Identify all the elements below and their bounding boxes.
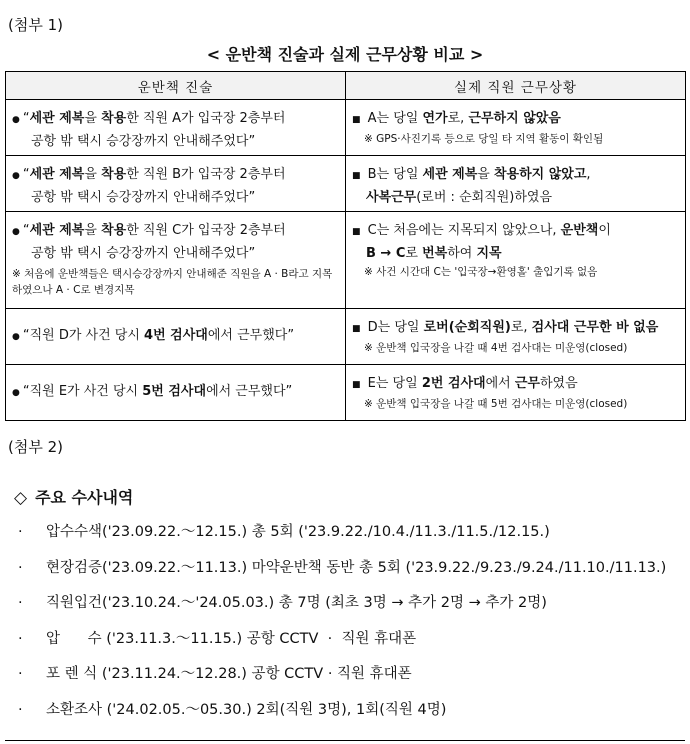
investigation-list [18,522,666,735]
list-item: · 소환조사 ('24.02.05.～05.30.) 2회(직원 3명), 1회(직원 4명) [18,701,447,718]
list-item: · 직원입건('23.10.24.～'24.05.03.) 총 7명 (최초 3명 → 추가 2명 → 추가 2명) [18,595,547,611]
list-item: · 포 렌 식 ('23.11.24.～12.28.) 공항 CCTV · 직원 휴대폰 [18,666,412,682]
actual-cell: ■ B는 당일 세관 제복을 착용하지 않았고, 사복근무(로버 : 순회직원)하였음 [346,156,686,212]
actual-cell: ■ E는 당일 2번 검사대에서 근무하였음 ※ 운반책 입국장을 나갈 때 5번 검사대는 미운영(closed) [346,365,686,421]
statement-cell: ● “세관 제복을 착용한 직원 A가 입국장 2층부터 공항 밖 택시 승강장까지 안내해주었다” [6,100,346,156]
statement-cell: ● “직원 D가 사건 당시 4번 검사대에서 근무했다” [6,309,346,365]
bullet-icon: ● [12,332,20,342]
bullet-icon: ● [12,388,20,398]
header-statement: 운반책 진술 [6,72,346,100]
note: ※ 처음에 운반책들은 택시승강장까지 안내해준 직원을 A · B라고 지목하였으나 A · C로 변경지목 [12,268,333,296]
list-item: · 압 수 ('23.11.3.～11.15.) 공항 CCTV · 직원 휴대폰 [18,630,417,647]
square-bullet-icon: ■ [352,227,361,237]
statement-cell: ● “세관 제복을 착용한 직원 B가 입국장 2층부터 공항 밖 택시 승강장까지 안내해주었다” [6,156,346,212]
bullet-icon: · [18,559,23,576]
square-bullet-icon: ■ [352,115,361,125]
bullet-icon: · [18,630,23,647]
header-actual: 실제 직원 근무상황 [346,72,686,100]
statement-cell: ● “직원 E가 사건 당시 5번 검사대에서 근무했다” [6,365,346,421]
diamond-icon: ◇ [14,488,28,508]
table-row [6,212,686,309]
attachment-1-label: (첨부 1) [8,16,63,34]
actual-cell: ■ A는 당일 연가로, 근무하지 않았음 ※ GPS·사진기록 등으로 당일 타 지역 활동이 확인됨 [346,100,686,156]
table-row [6,100,686,156]
list-item: · 현장검증('23.09.22.～11.13.) 마약운반책 동반 총 5회 ('23.9.22./9.23./9.24./11.10./11.13.) [18,559,667,576]
square-bullet-icon: ■ [352,324,361,334]
note: ※ 사건 시간대 C는 '입국장→환영홀' 출입기록 없음 [364,266,598,278]
bullet-icon: ● [12,227,20,237]
square-bullet-icon: ■ [352,171,361,181]
bullet-icon: · [18,524,23,540]
bullet-icon: · [18,595,23,611]
table-row [6,309,686,365]
note: ※ 운반책 입국장을 나갈 때 5번 검사대는 미운영(closed) [364,398,628,410]
actual-cell: ■ D는 당일 로버(순회직원)로, 검사대 근무한 바 없음 ※ 운반책 입국장을 나갈 때 4번 검사대는 미운영(closed) [346,309,686,365]
note: ※ 운반책 입국장을 나갈 때 4번 검사대는 미운영(closed) [364,342,628,354]
table-title: < 운반책 진술과 실제 근무상황 비교 > [206,45,484,64]
statement-cell: ● “세관 제복을 착용한 직원 C가 입국장 2층부터 공항 밖 택시 승강장까지 안내해주었다” ※ 처음에 운반책들은 택시승강장까지 안내해준 직원을 A · B라고 지목하였으나 A · C로 변경지목 [6,212,346,309]
table-row [6,365,686,421]
note: ※ GPS·사진기록 등으로 당일 타 지역 활동이 확인됨 [364,133,604,145]
bullet-icon: ● [12,171,20,181]
actual-cell: ■ C는 처음에는 지목되지 않았으나, 운반책이 B → C로 번복하여 지목 ※ 사건 시간대 C는 '입국장→환영홀' 출입기록 없음 [346,212,686,309]
section-heading: ◇ 주요 수사내역 [14,488,134,508]
attachment-2-label: (첨부 2) [8,438,63,456]
bullet-icon: · [18,666,23,682]
bullet-icon: · [18,701,23,718]
bullet-icon: ● [12,115,20,125]
comparison-table [5,71,686,421]
table-header-row [6,72,686,100]
list-item: · 압수수색('23.09.22.～12.15.) 총 5회 ('23.9.22./10.4./11.3./11.5./12.15.) [18,524,550,540]
table-row [6,156,686,212]
square-bullet-icon: ■ [352,380,361,390]
bottom-divider [5,740,685,741]
